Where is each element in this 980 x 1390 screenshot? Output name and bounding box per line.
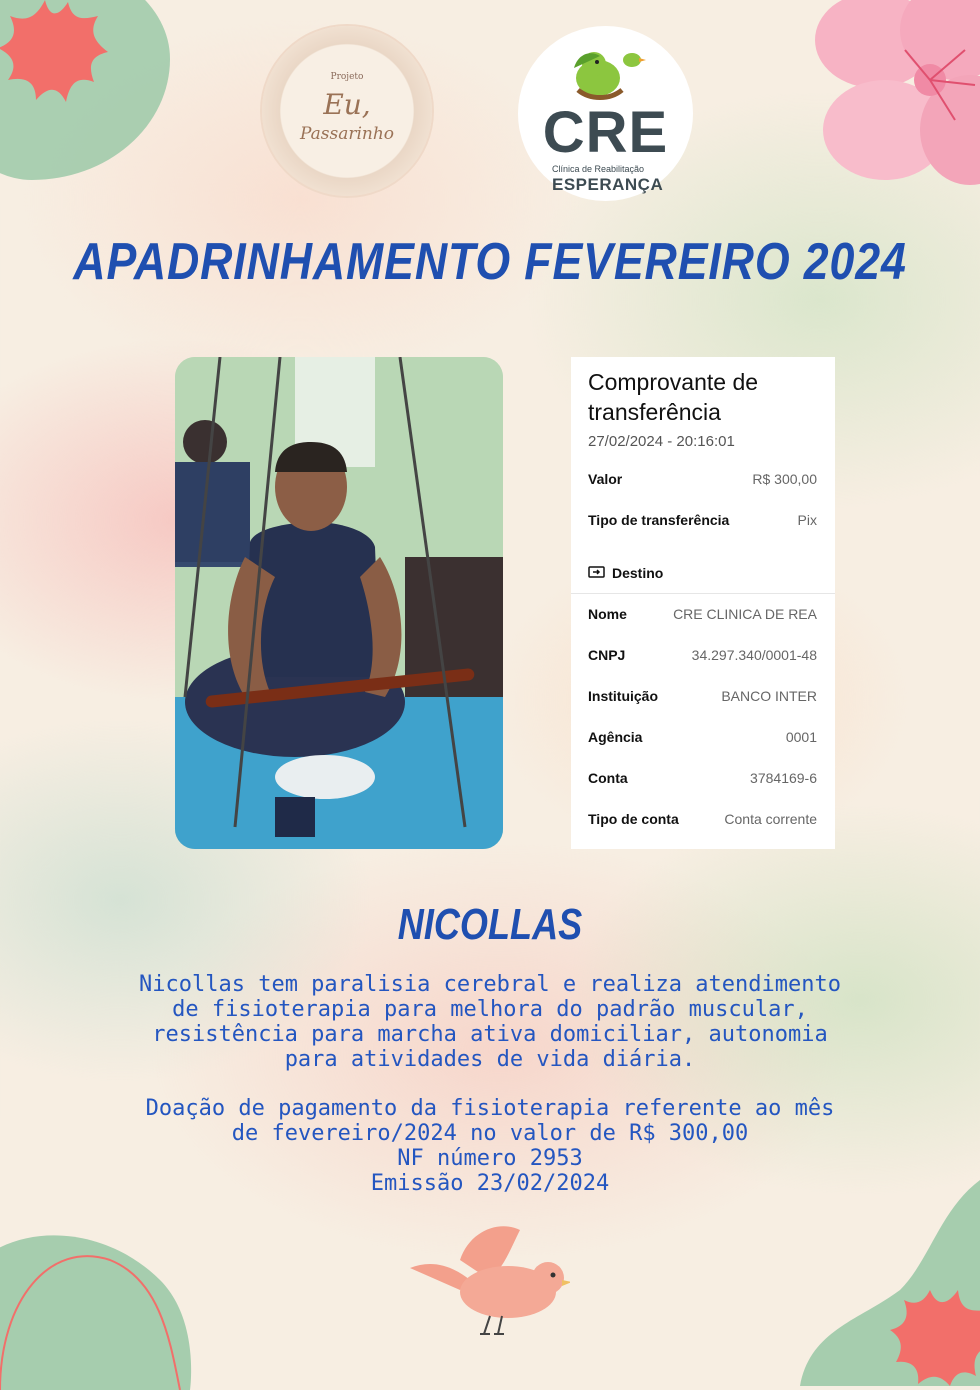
transfer-receipt — [571, 357, 835, 849]
donation-line: de fevereiro/2024 no valor de R$ 300,00 — [231, 1121, 749, 1146]
invoice-date: Emissão 23/02/2024 — [370, 1171, 610, 1196]
child-name: NICOLLAS — [397, 900, 583, 949]
receipt-label: Valor — [588, 471, 623, 487]
description-line: para atividades de vida diária. — [284, 1047, 696, 1072]
receipt-value: 3784169-6 — [750, 770, 817, 786]
receipt-label: Conta — [588, 770, 628, 786]
receipt-value: 34.297.340/0001-48 — [691, 647, 817, 663]
receipt-label: Tipo de transferência — [588, 512, 730, 528]
receipt-value: R$ 300,00 — [752, 471, 817, 487]
receipt-label: CNPJ — [588, 647, 626, 663]
receipt-value: BANCO INTER — [721, 688, 817, 704]
cre-esperanca-logo — [518, 26, 693, 201]
receipt-datetime: 27/02/2024 - 20:16:01 — [588, 433, 735, 450]
logo-cre-text: CRE — [542, 100, 669, 165]
receipt-value: CRE CLINICA DE REA — [673, 606, 817, 622]
donation-line: Doação de pagamento da fisioterapia referente ao mês — [145, 1096, 835, 1121]
receipt-label: Agência — [588, 729, 643, 745]
receipt-value: Pix — [797, 512, 817, 528]
receipt-value: 0001 — [785, 729, 817, 745]
receipt-label: Tipo de conta — [588, 811, 679, 827]
receipt-value: Conta corrente — [724, 811, 817, 827]
pink-flower-icon — [805, 0, 980, 200]
bird-icon — [410, 1220, 570, 1340]
receipt-destino-header — [588, 565, 663, 581]
description-block — [60, 972, 920, 1196]
description-line: Nicollas tem paralisia cerebral e realiza atendimento — [139, 972, 841, 997]
receipt-label: Instituição — [588, 688, 659, 704]
green-blob-bottom-right — [790, 1170, 980, 1390]
logo-passarinho-text: Passarinho — [299, 124, 395, 144]
child-photo — [175, 357, 503, 849]
logo-eu-text: Eu, — [323, 88, 371, 121]
logo-birds-icon — [560, 44, 650, 104]
logo-esperanca-text: ESPERANÇA — [552, 175, 664, 194]
description-line: de fisioterapia para melhora do padrão muscular, — [172, 997, 808, 1022]
receipt-title: Comprovante de transferência — [588, 369, 759, 425]
receipt-label: Nome — [588, 606, 627, 622]
page-title: APADRINHAMENTO FEVEREIRO 2024 — [73, 233, 907, 291]
description-line: resistência para marcha ativa domiciliar, autonomia — [152, 1022, 828, 1047]
coral-splat-icon — [0, 0, 120, 120]
receipt-destino-label: Destino — [612, 565, 664, 581]
bank-transfer-icon — [588, 566, 606, 580]
logo-subtitle-text: Clínica de Reabilitação — [552, 164, 645, 174]
receipt-divider — [571, 593, 835, 594]
logo-projeto-text: Projeto — [330, 72, 364, 82]
projeto-eu-passarinho-logo — [262, 26, 432, 196]
invoice-number: NF número 2953 — [397, 1146, 583, 1171]
green-blob-bottom-left — [0, 1220, 200, 1390]
